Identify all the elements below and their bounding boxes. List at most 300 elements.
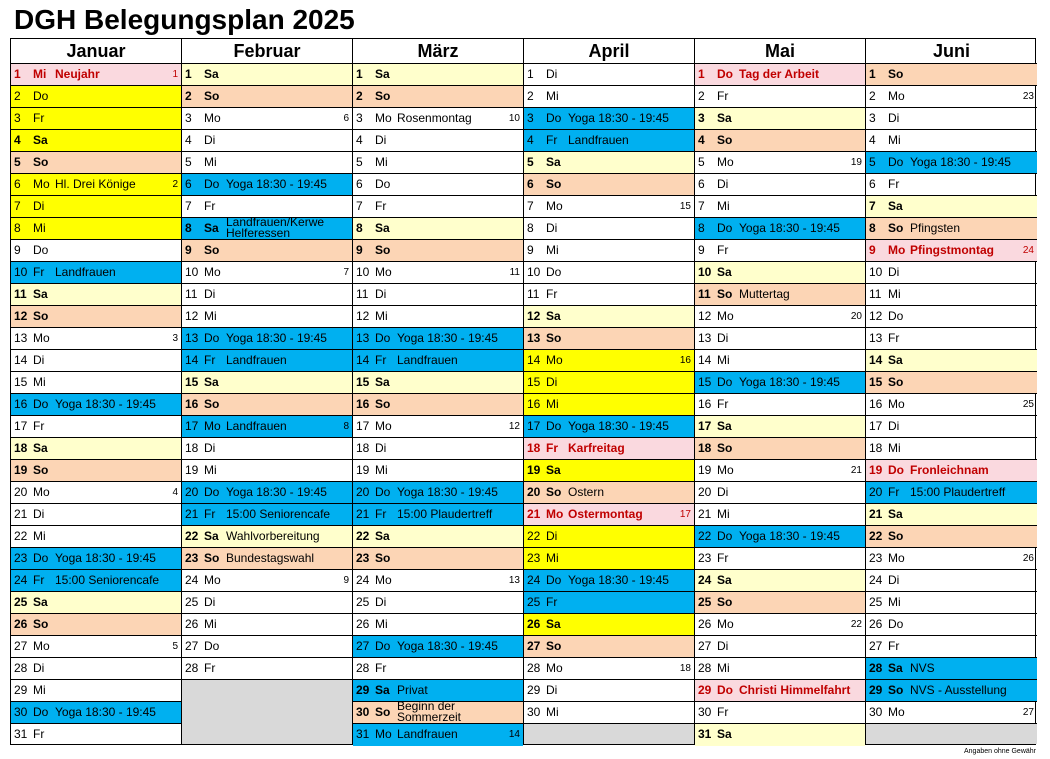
weekday: Di xyxy=(204,287,216,301)
weekday: Mi xyxy=(546,243,559,257)
day-number: 18 xyxy=(185,441,199,455)
event-label: Landfrauen xyxy=(397,353,458,367)
week-number: 19 xyxy=(850,157,862,168)
day-number: 28 xyxy=(14,661,28,675)
day-row[interactable] xyxy=(524,64,694,86)
day-row[interactable] xyxy=(353,174,523,196)
weekday: Mi xyxy=(204,309,217,323)
day-row[interactable] xyxy=(353,328,523,350)
weekday: So xyxy=(33,463,49,477)
day-row[interactable] xyxy=(866,504,1037,526)
day-row[interactable] xyxy=(524,526,694,548)
day-row[interactable] xyxy=(11,284,181,306)
day-row[interactable] xyxy=(353,636,523,658)
event-label: Yoga 18:30 - 19:45 xyxy=(739,221,840,235)
day-row[interactable] xyxy=(182,108,352,130)
weekday: Mi xyxy=(375,155,388,169)
day-number: 7 xyxy=(356,199,363,213)
day-row[interactable] xyxy=(353,482,523,504)
week-number: 24 xyxy=(1022,245,1034,256)
day-row[interactable] xyxy=(11,548,181,570)
day-row[interactable] xyxy=(11,702,181,724)
day-row[interactable] xyxy=(182,504,352,526)
weekday: Di xyxy=(546,375,558,389)
day-row[interactable] xyxy=(695,130,865,152)
day-row[interactable] xyxy=(866,350,1037,372)
day-row[interactable] xyxy=(182,438,352,460)
day-row[interactable] xyxy=(353,350,523,372)
day-row[interactable] xyxy=(353,284,523,306)
day-row[interactable] xyxy=(11,460,181,482)
day-number: 28 xyxy=(185,661,199,675)
day-number: 15 xyxy=(185,375,199,389)
day-row[interactable] xyxy=(866,130,1037,152)
day-row[interactable] xyxy=(524,262,694,284)
day-row[interactable] xyxy=(695,702,865,724)
day-row[interactable] xyxy=(866,174,1037,196)
day-row[interactable] xyxy=(695,306,865,328)
day-row[interactable] xyxy=(524,218,694,240)
day-row[interactable] xyxy=(524,130,694,152)
day-row[interactable] xyxy=(353,592,523,614)
day-row[interactable] xyxy=(11,372,181,394)
day-row[interactable] xyxy=(353,86,523,108)
weekday: Fr xyxy=(717,243,729,257)
day-number: 22 xyxy=(185,529,199,543)
weekday: Fr xyxy=(717,397,729,411)
day-row[interactable] xyxy=(524,284,694,306)
day-row[interactable] xyxy=(182,196,352,218)
weekday: Mi xyxy=(888,133,901,147)
day-row[interactable] xyxy=(866,680,1037,702)
day-row[interactable] xyxy=(182,262,352,284)
day-row[interactable] xyxy=(11,350,181,372)
day-row[interactable] xyxy=(524,350,694,372)
day-row[interactable] xyxy=(866,328,1037,350)
event-label: Fronleichnam xyxy=(910,463,989,477)
day-row[interactable] xyxy=(695,680,865,702)
weekday: Sa xyxy=(375,375,390,389)
weekday: Do xyxy=(33,551,49,565)
day-row[interactable] xyxy=(695,328,865,350)
day-row[interactable] xyxy=(866,460,1037,482)
week-number: 16 xyxy=(679,355,691,366)
weekday: So xyxy=(375,243,391,257)
day-row[interactable] xyxy=(11,86,181,108)
weekday: Di xyxy=(204,441,216,455)
day-number: 22 xyxy=(869,529,883,543)
day-row[interactable] xyxy=(524,240,694,262)
day-row[interactable] xyxy=(695,592,865,614)
day-row[interactable] xyxy=(353,130,523,152)
day-row[interactable] xyxy=(695,108,865,130)
day-row[interactable] xyxy=(182,152,352,174)
day-number: 4 xyxy=(356,133,363,147)
day-number: 7 xyxy=(698,199,705,213)
day-row[interactable] xyxy=(11,416,181,438)
day-number: 2 xyxy=(185,89,192,103)
day-row[interactable] xyxy=(695,240,865,262)
day-row[interactable] xyxy=(695,526,865,548)
weekday: Do xyxy=(204,639,220,653)
event-label: Landfrauen xyxy=(226,419,287,433)
day-row[interactable] xyxy=(353,614,523,636)
day-number: 8 xyxy=(698,221,705,235)
day-row[interactable] xyxy=(353,526,523,548)
day-number: 18 xyxy=(356,441,370,455)
day-row[interactable] xyxy=(866,218,1037,240)
day-row[interactable] xyxy=(11,614,181,636)
day-row[interactable] xyxy=(524,592,694,614)
day-row[interactable] xyxy=(695,350,865,372)
weekday: Sa xyxy=(717,111,732,125)
day-number: 2 xyxy=(14,89,21,103)
weekday: So xyxy=(717,441,733,455)
day-row[interactable] xyxy=(866,416,1037,438)
day-row[interactable] xyxy=(866,64,1037,86)
day-row[interactable] xyxy=(695,262,865,284)
day-row[interactable] xyxy=(11,64,181,86)
day-row[interactable] xyxy=(524,680,694,702)
day-row[interactable] xyxy=(353,218,523,240)
weekday: Sa xyxy=(717,265,732,279)
week-number: 27 xyxy=(1022,707,1034,718)
day-row[interactable] xyxy=(11,592,181,614)
day-row[interactable] xyxy=(353,504,523,526)
day-number: 13 xyxy=(698,331,712,345)
weekday: Di xyxy=(717,639,729,653)
week-number: 21 xyxy=(850,465,862,476)
day-row[interactable] xyxy=(866,614,1037,636)
day-row[interactable] xyxy=(182,350,352,372)
weekday: Do xyxy=(33,397,49,411)
day-row[interactable] xyxy=(11,306,181,328)
day-row[interactable] xyxy=(353,394,523,416)
month-header: März xyxy=(353,39,523,64)
day-row[interactable] xyxy=(11,724,181,746)
day-row[interactable] xyxy=(695,548,865,570)
event-label: Landfrauen xyxy=(397,727,458,741)
week-number: 18 xyxy=(679,663,691,674)
day-row[interactable] xyxy=(695,504,865,526)
day-number: 18 xyxy=(869,441,883,455)
day-row[interactable] xyxy=(695,64,865,86)
day-row[interactable] xyxy=(11,570,181,592)
day-row[interactable] xyxy=(353,262,523,284)
weekday: Sa xyxy=(888,199,903,213)
day-row[interactable] xyxy=(182,658,352,680)
day-row[interactable] xyxy=(866,108,1037,130)
day-row[interactable] xyxy=(182,328,352,350)
day-row[interactable] xyxy=(524,702,694,724)
day-number: 5 xyxy=(356,155,363,169)
weekday: Sa xyxy=(204,221,219,235)
weekday: Mo xyxy=(546,507,564,521)
day-number: 10 xyxy=(869,265,883,279)
day-row[interactable] xyxy=(353,460,523,482)
weekday: Mo xyxy=(204,111,221,125)
day-row[interactable] xyxy=(182,64,352,86)
day-row[interactable] xyxy=(524,372,694,394)
day-row[interactable] xyxy=(524,658,694,680)
day-number: 19 xyxy=(185,463,199,477)
weekday: Mo xyxy=(546,353,563,367)
day-number: 9 xyxy=(527,243,534,257)
weekday: So xyxy=(204,551,220,565)
day-row[interactable] xyxy=(866,372,1037,394)
day-row[interactable] xyxy=(866,240,1037,262)
weekday: So xyxy=(204,397,220,411)
day-number: 4 xyxy=(14,133,21,147)
day-row[interactable] xyxy=(182,592,352,614)
weekday: Mi xyxy=(717,199,730,213)
day-row[interactable] xyxy=(866,196,1037,218)
day-number: 10 xyxy=(527,265,541,279)
day-row[interactable] xyxy=(182,482,352,504)
day-row[interactable] xyxy=(695,614,865,636)
day-row[interactable] xyxy=(524,152,694,174)
day-row[interactable] xyxy=(866,394,1037,416)
day-row[interactable] xyxy=(182,636,352,658)
day-number: 3 xyxy=(14,111,21,125)
day-number: 11 xyxy=(527,287,540,301)
day-row[interactable] xyxy=(353,64,523,86)
day-number: 14 xyxy=(698,353,712,367)
day-row[interactable] xyxy=(695,636,865,658)
weekday: So xyxy=(204,243,220,257)
day-number: 5 xyxy=(14,155,21,169)
event-label: Pfingsten xyxy=(910,221,961,235)
weekday: Sa xyxy=(33,287,48,301)
day-number: 11 xyxy=(185,287,198,301)
weekday: So xyxy=(375,551,391,565)
day-number: 14 xyxy=(14,353,28,367)
day-number: 3 xyxy=(356,111,363,125)
weekday: So xyxy=(546,639,562,653)
weekday: Mo xyxy=(33,639,50,653)
day-row[interactable] xyxy=(182,306,352,328)
day-row[interactable] xyxy=(353,196,523,218)
weekday: Do xyxy=(375,331,391,345)
weekday: Fr xyxy=(375,199,387,213)
day-row[interactable] xyxy=(695,372,865,394)
day-row[interactable] xyxy=(353,108,523,130)
day-row[interactable] xyxy=(524,636,694,658)
day-row[interactable] xyxy=(866,438,1037,460)
day-row[interactable] xyxy=(866,284,1037,306)
day-row[interactable] xyxy=(524,108,694,130)
day-row[interactable] xyxy=(524,460,694,482)
day-number: 12 xyxy=(185,309,199,323)
day-number: 19 xyxy=(869,463,883,477)
day-number: 5 xyxy=(698,155,705,169)
day-number: 26 xyxy=(185,617,199,631)
day-number: 11 xyxy=(869,287,882,301)
day-row[interactable] xyxy=(353,680,523,702)
day-row[interactable] xyxy=(11,680,181,702)
day-number: 10 xyxy=(698,265,712,279)
day-row[interactable] xyxy=(524,394,694,416)
event-label: Ostern xyxy=(568,485,605,499)
day-row[interactable] xyxy=(866,152,1037,174)
day-row[interactable] xyxy=(695,658,865,680)
day-number: 29 xyxy=(527,683,541,697)
weekday: Do xyxy=(33,705,49,719)
day-row[interactable] xyxy=(524,438,694,460)
day-row[interactable] xyxy=(353,658,523,680)
day-row[interactable] xyxy=(182,372,352,394)
day-row[interactable] xyxy=(11,526,181,548)
day-row[interactable] xyxy=(353,570,523,592)
day-row[interactable] xyxy=(182,174,352,196)
weekday: Fr xyxy=(888,639,900,653)
day-row[interactable] xyxy=(524,416,694,438)
weekday: Do xyxy=(717,221,733,235)
day-row[interactable] xyxy=(353,372,523,394)
day-row[interactable] xyxy=(695,460,865,482)
day-row[interactable] xyxy=(866,592,1037,614)
day-row[interactable] xyxy=(182,548,352,570)
day-row[interactable] xyxy=(11,196,181,218)
day-row[interactable] xyxy=(11,174,181,196)
day-number: 13 xyxy=(356,331,370,345)
day-row[interactable] xyxy=(182,570,352,592)
day-row[interactable] xyxy=(524,328,694,350)
day-row[interactable] xyxy=(11,130,181,152)
day-row[interactable] xyxy=(182,130,352,152)
day-row[interactable] xyxy=(866,702,1037,724)
day-number: 17 xyxy=(527,419,541,433)
day-row[interactable] xyxy=(695,174,865,196)
day-row[interactable] xyxy=(695,152,865,174)
day-row[interactable] xyxy=(695,218,865,240)
weekday: Di xyxy=(375,287,387,301)
day-row[interactable] xyxy=(11,394,181,416)
weekday: Mi xyxy=(33,529,46,543)
weekday: So xyxy=(33,617,49,631)
day-row[interactable] xyxy=(524,196,694,218)
day-row[interactable] xyxy=(866,262,1037,284)
day-row[interactable] xyxy=(866,548,1037,570)
weekday: Mi xyxy=(546,397,559,411)
day-row[interactable] xyxy=(11,108,181,130)
day-number: 26 xyxy=(527,617,541,631)
week-number: 22 xyxy=(850,619,862,630)
event-label: Yoga 18:30 - 19:45 xyxy=(226,485,327,499)
day-row[interactable] xyxy=(11,262,181,284)
day-row[interactable] xyxy=(695,394,865,416)
day-row[interactable] xyxy=(182,240,352,262)
day-row[interactable] xyxy=(11,438,181,460)
weekday: Fr xyxy=(546,441,558,455)
day-row[interactable] xyxy=(524,614,694,636)
day-number: 1 xyxy=(14,67,21,81)
day-row[interactable] xyxy=(353,724,523,746)
day-row[interactable] xyxy=(11,636,181,658)
weekday: Sa xyxy=(375,683,390,697)
day-row[interactable] xyxy=(524,570,694,592)
day-row[interactable] xyxy=(524,86,694,108)
day-row[interactable] xyxy=(11,218,181,240)
day-row[interactable] xyxy=(182,394,352,416)
day-row[interactable] xyxy=(695,284,865,306)
day-row[interactable] xyxy=(524,504,694,526)
day-number: 11 xyxy=(14,287,27,301)
day-row[interactable] xyxy=(353,416,523,438)
day-row[interactable] xyxy=(182,460,352,482)
day-row[interactable] xyxy=(524,174,694,196)
day-row[interactable] xyxy=(695,482,865,504)
day-row[interactable] xyxy=(353,702,523,724)
day-row[interactable] xyxy=(866,636,1037,658)
weekday: Sa xyxy=(375,221,390,235)
day-row[interactable] xyxy=(695,196,865,218)
day-row[interactable] xyxy=(11,658,181,680)
day-number: 29 xyxy=(698,683,712,697)
day-row[interactable] xyxy=(182,526,352,548)
event-label: Yoga 18:30 - 19:45 xyxy=(55,551,156,565)
day-number: 28 xyxy=(356,661,370,675)
day-row[interactable] xyxy=(866,482,1037,504)
day-row[interactable] xyxy=(11,482,181,504)
day-row[interactable] xyxy=(695,416,865,438)
day-row[interactable] xyxy=(866,526,1037,548)
day-number: 4 xyxy=(185,133,192,147)
day-number: 25 xyxy=(698,595,712,609)
day-row[interactable] xyxy=(182,416,352,438)
day-row[interactable] xyxy=(353,438,523,460)
day-row[interactable] xyxy=(866,306,1037,328)
day-row[interactable] xyxy=(182,218,352,240)
day-row[interactable] xyxy=(11,504,181,526)
day-row[interactable] xyxy=(866,658,1037,680)
day-row[interactable] xyxy=(866,86,1037,108)
day-row[interactable] xyxy=(11,152,181,174)
month-header: Januar xyxy=(11,39,181,64)
day-row[interactable] xyxy=(182,614,352,636)
event-label: Yoga 18:30 - 19:45 xyxy=(568,111,669,125)
day-row[interactable] xyxy=(353,240,523,262)
day-row[interactable] xyxy=(353,548,523,570)
day-row[interactable] xyxy=(695,570,865,592)
weekday: Do xyxy=(33,243,49,257)
day-row[interactable] xyxy=(11,240,181,262)
day-row[interactable] xyxy=(866,570,1037,592)
day-row[interactable] xyxy=(353,306,523,328)
day-number: 14 xyxy=(527,353,541,367)
day-row[interactable] xyxy=(695,724,865,746)
day-row[interactable] xyxy=(695,438,865,460)
day-number: 19 xyxy=(14,463,28,477)
day-row[interactable] xyxy=(695,86,865,108)
weekday: Di xyxy=(888,573,900,587)
month-column-3 xyxy=(524,39,695,744)
weekday: So xyxy=(375,397,391,411)
weekday: Fr xyxy=(546,133,558,147)
event-label: Privat xyxy=(397,683,428,697)
day-row[interactable] xyxy=(524,482,694,504)
day-row[interactable] xyxy=(182,86,352,108)
weekday: Mi xyxy=(33,683,46,697)
weekday: Mo xyxy=(204,419,221,433)
weekday: So xyxy=(546,485,562,499)
day-row[interactable] xyxy=(11,328,181,350)
day-row[interactable] xyxy=(524,306,694,328)
weekday: Fr xyxy=(888,331,900,345)
day-row[interactable] xyxy=(524,548,694,570)
day-row[interactable] xyxy=(353,152,523,174)
day-row[interactable] xyxy=(182,284,352,306)
